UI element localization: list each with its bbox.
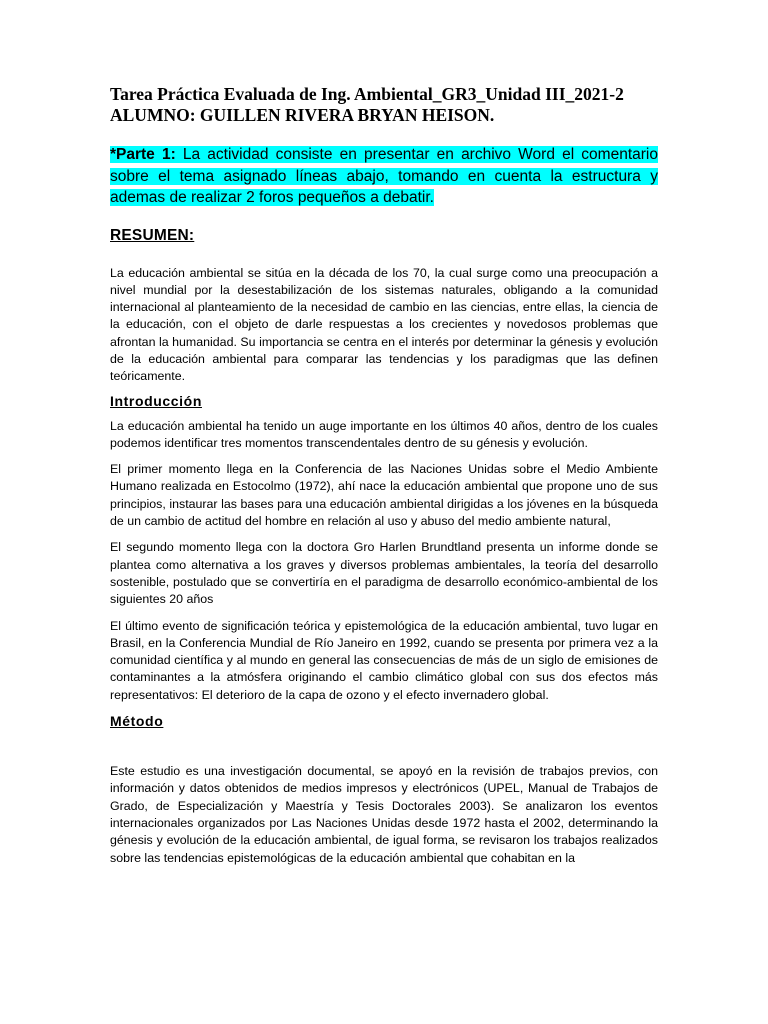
resumen-paragraph: La educación ambiental se sitúa en la década de los 70, la cual surge como una preocupación a nivel mundial por la desestabilización de los sistemas naturales, obligando a la comunidad internacional al planteamiento de la necesidad de cambio en las ciencias, entre ellas, la ciencia de la educación, con el objeto de darle respuestas a los crecientes y novedosos problemas que afrontan la humanidad. Su importancia se centra en el interés por determinar la génesis y evolución de la educación ambiental para comparar las tendencias y los paradigmas que las definen teóricamente. [110, 265, 658, 384]
metodo-paragraph: Este estudio es una investigación documental, se apoyó en la revisión de trabajos previos, con información y datos obtenidos de medios impresos y electrónicos (UPEL, Manual de Trabajos de Grado, de Especialización y Maestría y Tesis Doctorales 2003). Se analizaron los eventos internacionales organizados por Las Naciones Unidas desde 1972 hasta el 2002, determinando la génesis y evolución de la educación ambiental, de igual forma, se revisaron los trabajos realizados sobre las tendencias epistemológicas de la educación ambiental que cohabitan en la [110, 764, 658, 865]
introduccion-paragraph-2: El primer momento llega en la Conferencia de las Naciones Unidas sobre el Medio Ambiente Humano realizada en Estocolmo (1972), ahí nace la educación ambiental que propone uno de sus principios, instaurar las bases para una educación ambiental dirigidas a los jóvenes en la búsqueda de un cambio de actitud del hombre en relación al uso y abuso del medio ambiente natural, [110, 462, 658, 529]
document-page [110, 84, 658, 867]
metodo-heading: Método [110, 713, 164, 730]
introduccion-heading: Introducción [110, 392, 202, 409]
instruction-highlight [110, 146, 658, 206]
resumen-heading: RESUMEN: [110, 226, 195, 244]
instruction-label: *Parte 1: [110, 146, 176, 163]
instruction-text: La actividad consiste en presentar en archivo Word el comentario sobre el tema asignado líneas abajo, tomando en cuenta la estructura y ademas de realizar 2 foros pequeños a debatir. [110, 146, 658, 206]
instruction-block [110, 144, 658, 209]
document-title-line-1: Tarea Práctica Evaluada de Ing. Ambiental_GR3_Unidad III_2021-2 [110, 84, 624, 104]
introduccion-paragraph-4: El último evento de significación teórica y epistemológica de la educación ambiental, tuvo lugar en Brasil, en la Conferencia Mundial de Río Janeiro en 1992, cuando se presenta por primera vez a la comunidad científica y al mundo en general las consecuencias de más de un siglo de emisiones de contaminantes a la atmósfera originando el cambio climático global con sus dos efectos más representativos: El deterioro de la capa de ozono y el efecto invernadero global. [110, 618, 658, 702]
introduccion-paragraph-3: El segundo momento llega con la doctora Gro Harlen Brundtland presenta un informe donde se plantea como alternativa a los graves y diversos problemas ambientales, la teoría del desarrollo sostenible, postulado que se convertiría en el paradigma de desarrollo económico-ambiental de los siguientes 20 años [110, 540, 658, 607]
introduccion-paragraph-1: La educación ambiental ha tenido un auge importante en los últimos 40 años, dentro de los cuales podemos identificar tres momentos transcendentales dentro de su génesis y evolución. [110, 418, 658, 450]
document-title-line-2: ALUMNO: GUILLEN RIVERA BRYAN HEISON. [110, 105, 495, 125]
